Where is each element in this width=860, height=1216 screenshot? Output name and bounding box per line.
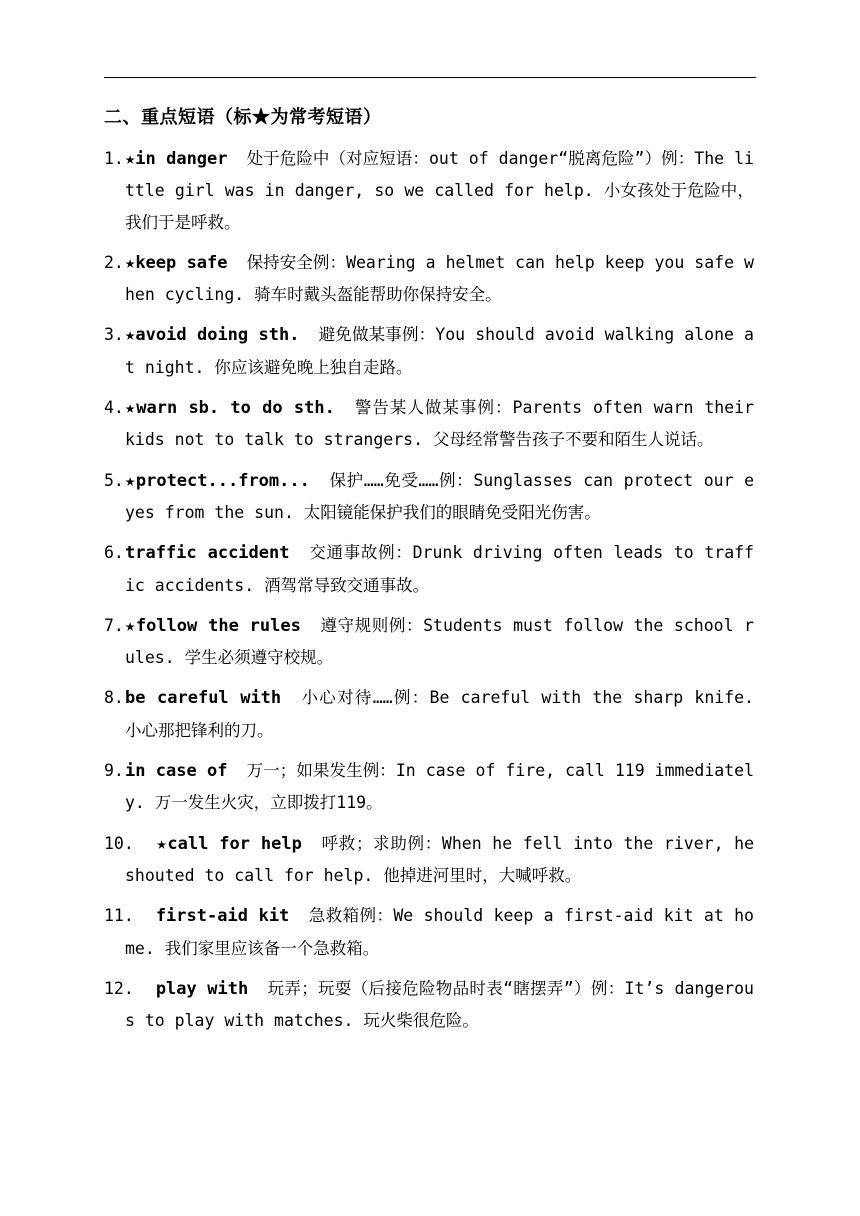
section-heading: 二、重点短语（标★为常考短语） bbox=[104, 107, 382, 128]
phrase-item bbox=[104, 900, 754, 964]
phrase-item bbox=[104, 537, 754, 601]
phrase-term: first-aid kit bbox=[155, 906, 290, 927]
phrase-item bbox=[104, 755, 754, 819]
phrase-term: traffic accident bbox=[125, 543, 290, 564]
phrase-explanation: 万一；如果发生例：In case of fire, call 119 immediately. 万一发生火灾，立即拨打119。 bbox=[125, 761, 754, 813]
phrase-term: play with bbox=[155, 978, 249, 999]
phrase-term: ★keep safe bbox=[125, 252, 228, 273]
item-number: 2. bbox=[104, 252, 124, 272]
phrase-term: ★call for help bbox=[155, 833, 302, 854]
phrase-term: ★warn sb. to do sth. bbox=[125, 398, 335, 419]
phrase-item bbox=[104, 828, 754, 892]
phrase-item bbox=[104, 247, 754, 311]
phrase-explanation: 急救箱例：We should keep a first-aid kit at home. 我们家里应该备一个急救箱。 bbox=[125, 906, 754, 958]
phrase-explanation: 保持安全例：Wearing a helmet can help keep you safe when cycling. 骑车时戴头盔能帮助你保持安全。 bbox=[125, 252, 754, 305]
phrase-explanation: 小心对待……例：Be careful with the sharp knife. 小心那把锋利的刀。 bbox=[125, 688, 754, 740]
phrase-explanation: 呼救；求助例：When he fell into the river, he shouted to call for help. 他掉进河里时，大喊呼救。 bbox=[125, 833, 754, 885]
item-number: 12. bbox=[104, 978, 134, 998]
item-number: 1. bbox=[104, 149, 124, 168]
phrase-explanation: 遵守规则例：Students must follow the school rules. 学生必须遵守校规。 bbox=[125, 615, 754, 668]
item-number: 4. bbox=[104, 398, 124, 418]
item-number: 5. bbox=[104, 470, 124, 490]
phrase-item bbox=[104, 143, 754, 238]
phrase-explanation: 警告某人做某事例：Parents often warn their kids not to talk to strangers. 父母经常警告孩子不要和陌生人说话。 bbox=[125, 398, 754, 450]
phrase-term: ★in danger bbox=[125, 149, 228, 169]
phrase-item bbox=[104, 465, 754, 529]
phrase-item bbox=[104, 973, 754, 1037]
phrase-term: in case of bbox=[125, 761, 228, 782]
item-number: 10. bbox=[104, 833, 134, 853]
phrase-term: ★avoid doing sth. bbox=[125, 325, 300, 346]
item-number: 3. bbox=[104, 325, 124, 345]
phrase-term: ★protect...from... bbox=[125, 470, 310, 491]
header-rule bbox=[104, 77, 756, 78]
phrase-explanation: 处于危险中（对应短语：out of danger“脱离危险”）例：The little girl was in danger, so we called for help. 小女孩处于危险中，我们于是呼救。 bbox=[125, 149, 754, 232]
item-number: 6. bbox=[104, 543, 124, 563]
phrase-term: ★follow the rules bbox=[125, 615, 301, 636]
phrase-item bbox=[104, 392, 754, 456]
phrase-explanation: 避免做某事例：You should avoid walking alone at night. 你应该避免晚上独自走路。 bbox=[125, 325, 754, 377]
item-number: 11. bbox=[104, 906, 134, 926]
phrase-item bbox=[104, 610, 754, 674]
phrase-explanation: 交通事故例：Drunk driving often leads to traffic accidents. 酒驾常导致交通事故。 bbox=[125, 543, 754, 595]
phrase-list bbox=[104, 143, 754, 1045]
phrase-explanation: 保护……免受……例：Sunglasses can protect our eyes from the sun. 太阳镜能保护我们的眼睛免受阳光伤害。 bbox=[125, 470, 754, 522]
phrase-item bbox=[104, 319, 754, 383]
phrase-item bbox=[104, 682, 754, 746]
item-number: 9. bbox=[104, 761, 124, 781]
item-number: 8. bbox=[104, 688, 124, 708]
phrase-term: be careful with bbox=[125, 688, 282, 709]
phrase-explanation: 玩弄；玩耍（后接危险物品时表“瞎摆弄”）例：It’s dangerous to play with matches. 玩火柴很危险。 bbox=[125, 978, 754, 1031]
item-number: 7. bbox=[104, 615, 124, 635]
